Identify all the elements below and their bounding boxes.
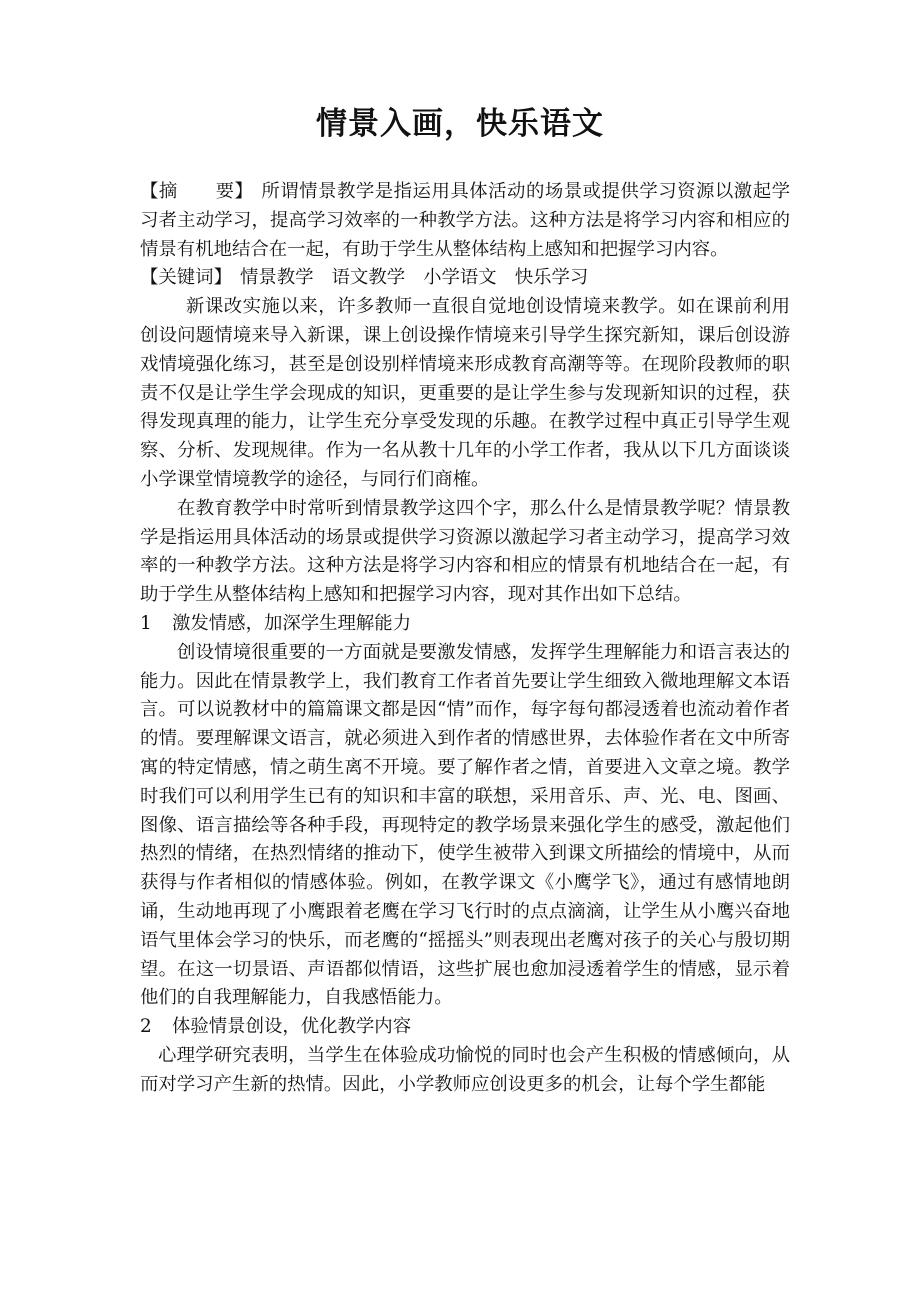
section-heading-text: 激发情感，加深学生理解能力 (172, 612, 412, 634)
section-heading-text: 体验情景创设，优化教学内容 (172, 1016, 412, 1038)
section-heading (140, 1013, 790, 1042)
document-body (140, 178, 790, 1100)
keyword: 快乐学习 (514, 267, 589, 289)
abstract (140, 178, 790, 264)
keyword: 语文教学 (331, 267, 406, 289)
paragraph: 创设情境很重要的一方面就是要激发情感，发挥学生理解能力和语言表达的能力。因此在情景教学上，我们教育工作者首先要让学生细致入微地理解文本语言。可以说教材中的篇篇课文都是因“情”而作，每字每句都浸透着也流动着作者的情。要理解课文语言，就必须进入到作者的情感世界，去体验作者在文中所寄寓的特定情感，情之萌生离不开境。要了解作者之情，首要进入文章之境。教学时我们可以利用学生已有的知识和丰富的联想，采用音乐、声、光、电、图画、图像、语言描绘等各种手段，再现特定的教学场景来强化学生的感受，激起他们热烈的情绪，在热烈情绪的推动下，使学生被带入到课文所描绘的情境中，从而获得与作者相似的情感体验。例如，在教学课文《小鹰学飞》，通过有感情地朗诵，生动地再现了小鹰跟着老鹰在学习飞行时的点点滴滴，让学生从小鹰兴奋地语气里体会学习的快乐，而老鹰的“摇摇头”则表现出老鹰对孩子的关心与殷切期望。在这一切景语、声语都似情语，这些扩展也愈加浸透着学生的情感，显示着他们的自我理解能力，自我感悟能力。 (140, 641, 790, 1009)
abstract-label: 【摘 要】 (140, 181, 254, 202)
keyword: 小学语文 (423, 267, 497, 289)
keywords (140, 264, 790, 293)
keyword: 情景教学 (239, 267, 314, 289)
abstract-text: 所谓情景教学是指运用具体活动的场景或提供学习资源以激起学习者主动学习，提高学习效率的一种教学方法。这种方法是将学习内容和相应的情景有机地结合在一起，有助于学生从整体结构上感知和把握学习内容。 (140, 181, 790, 260)
document-title: 情景入画，快乐语文 (316, 106, 604, 142)
paragraph: 在教育教学中时常听到情景教学这四个字，那么什么是情景教学呢？情景教学是指运用具体活动的场景或提供学习资源以激起学习者主动学习，提高学习效率的一种教学方法。这种方法是将学习内容和相应的情景有机地结合在一起，有助于学生从整体结构上感知和把握学习内容，现对其作出如下总结。 (140, 497, 790, 606)
section-number: 1 (140, 612, 152, 634)
keywords-label: 【关键词】 (140, 267, 232, 289)
section-number: 2 (140, 1016, 152, 1038)
paragraph: 新课改实施以来，许多教师一直很自觉地创设情境来教学。如在课前利用创设问题情境来导入新课，课上创设操作情境来引导学生探究新知，课后创设游戏情境强化练习，甚至是创设别样情境来形成教育高潮等等。在现阶段教师的职责不仅是让学生学会现成的知识，更重要的是让学生参与发现新知识的过程，获得发现真理的能力，让学生充分享受发现的乐趣。在教学过程中真正引导学生观察、分析、发现规律。作为一名从教十几年的小学工作者，我从以下几方面谈谈小学课堂情境教学的途径，与同行们商榷。 (140, 296, 790, 490)
section-heading (140, 610, 790, 639)
paragraph: 心理学研究表明，当学生在体验成功愉悦的同时也会产生积极的情感倾向，从而对学习产生新的热情。因此，小学教师应创设更多的机会，让每个学生都能 (140, 1044, 790, 1095)
